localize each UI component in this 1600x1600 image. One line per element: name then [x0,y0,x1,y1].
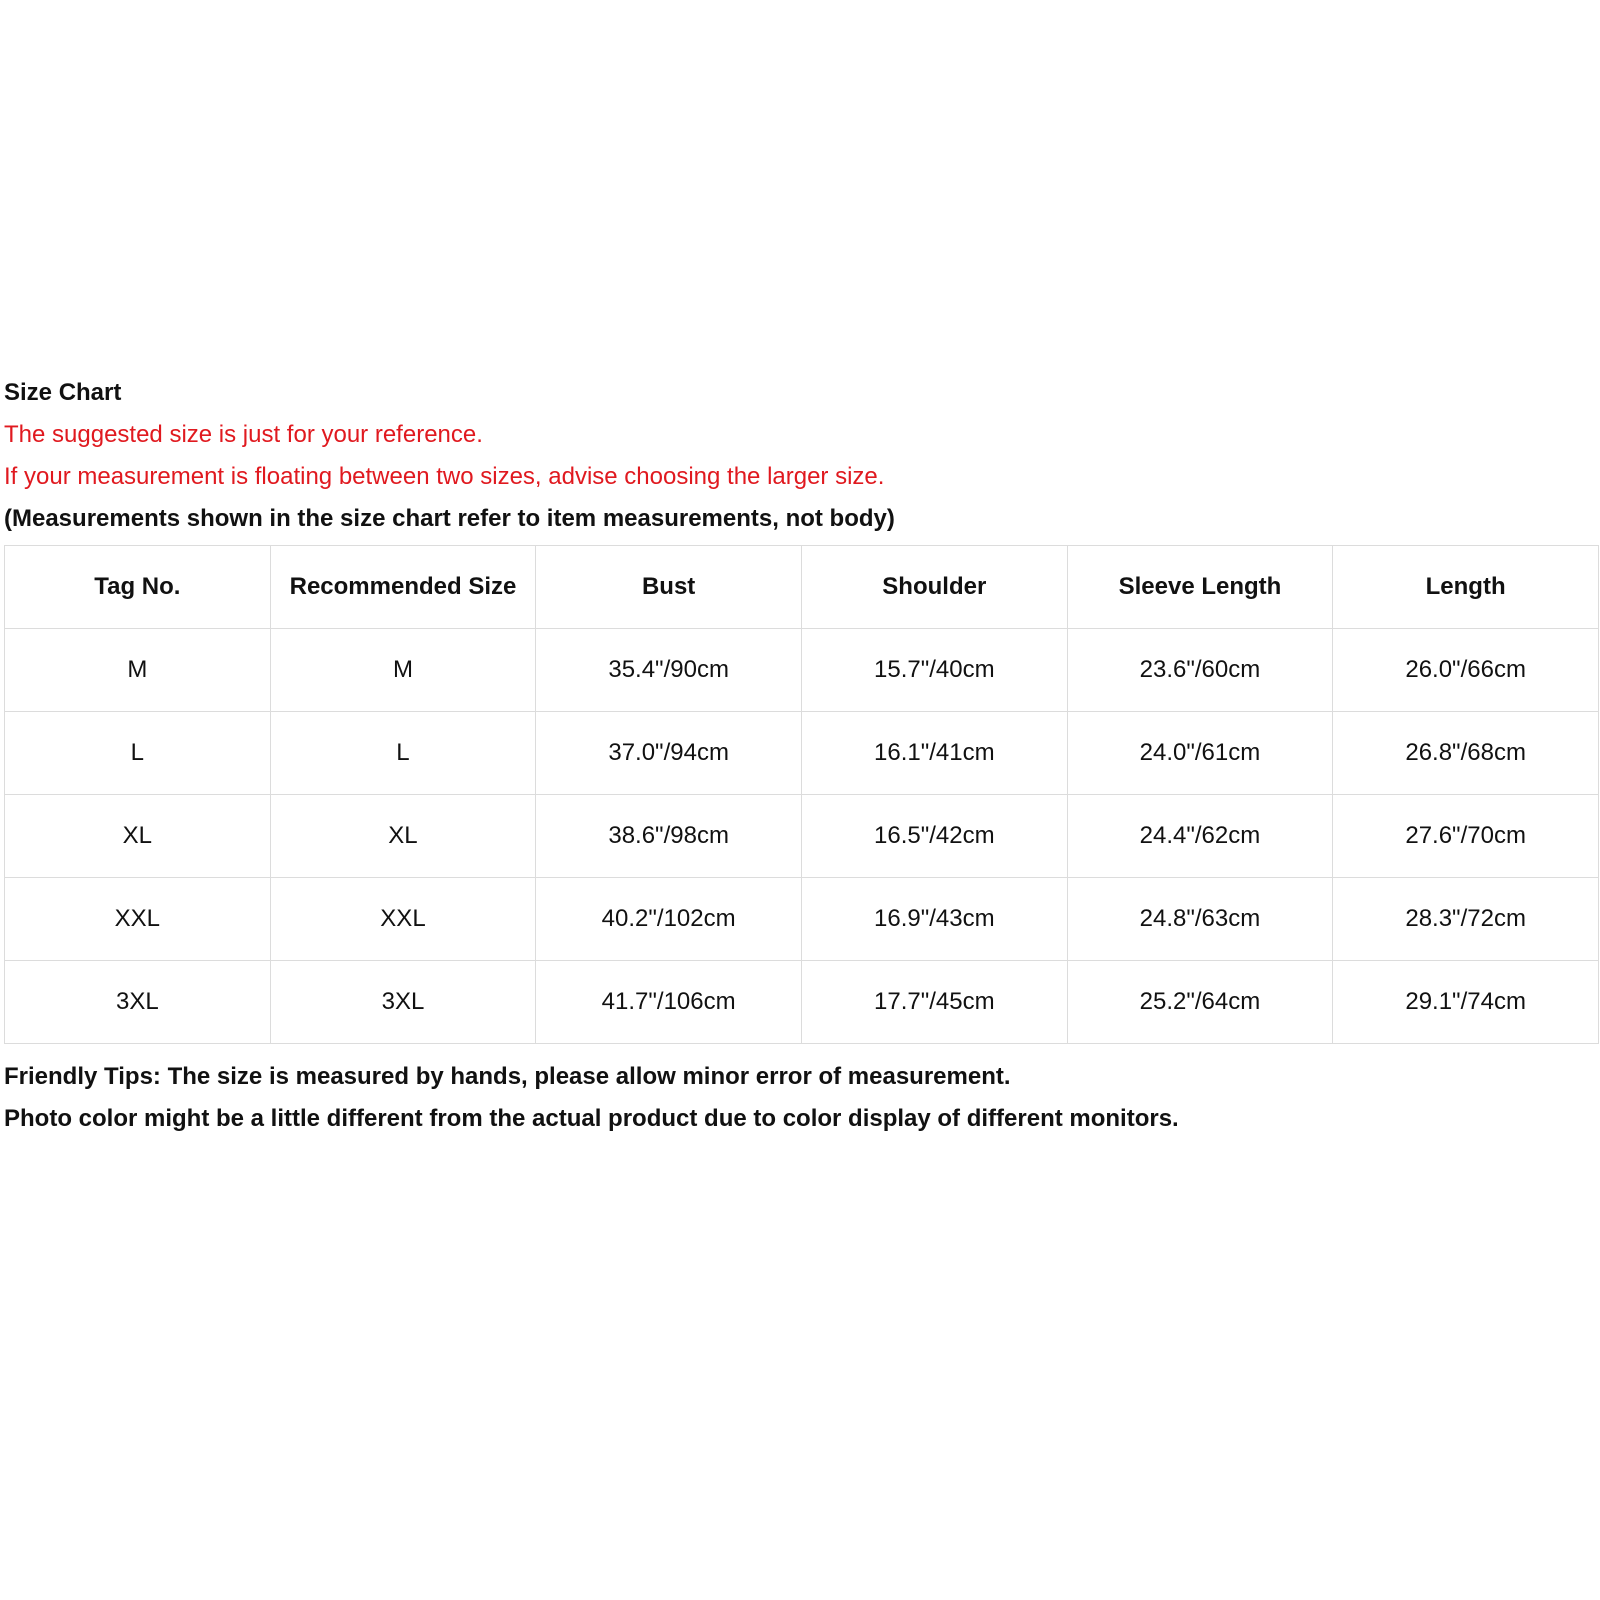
table-row [5,712,1599,795]
table-row [5,878,1599,961]
header-sleeve-length: Sleeve Length [1067,546,1333,629]
header-bust: Bust [536,546,802,629]
cell-shoulder: 17.7"/45cm [801,961,1067,1044]
friendly-tips [4,1056,1600,1140]
tip-photo-color: Photo color might be a little different from the actual product due to color display of different monitors. [4,1105,1179,1132]
cell-sleeve-length: 24.0"/61cm [1067,712,1333,795]
cell-recommended-size: M [270,629,536,712]
cell-tag-no: 3XL [5,961,271,1044]
cell-bust: 41.7"/106cm [536,961,802,1044]
cell-sleeve-length: 23.6"/60cm [1067,629,1333,712]
cell-length: 29.1"/74cm [1333,961,1599,1044]
cell-sleeve-length: 24.8"/63cm [1067,878,1333,961]
cell-shoulder: 15.7"/40cm [801,629,1067,712]
cell-sleeve-length: 24.4"/62cm [1067,795,1333,878]
cell-bust: 38.6"/98cm [536,795,802,878]
table-row [5,629,1599,712]
size-chart-section [4,372,1600,1140]
cell-shoulder: 16.9"/43cm [801,878,1067,961]
size-chart-title: Size Chart [4,379,122,406]
table-row [5,795,1599,878]
cell-recommended-size: L [270,712,536,795]
cell-sleeve-length: 25.2"/64cm [1067,961,1333,1044]
cell-bust: 35.4"/90cm [536,629,802,712]
cell-tag-no: L [5,712,271,795]
cell-tag-no: M [5,629,271,712]
larger-size-advice: If your measurement is floating between two sizes, advise choosing the larger size. [4,463,885,490]
header-recommended-size: Recommended Size [270,546,536,629]
table-header-row [5,546,1599,629]
measurement-disclaimer: (Measurements shown in the size chart refer to item measurements, not body) [4,505,895,532]
tip-measurement-error: Friendly Tips: The size is measured by hands, please allow minor error of measurement. [4,1063,1011,1090]
size-table [4,545,1599,1044]
cell-shoulder: 16.1"/41cm [801,712,1067,795]
reference-note: The suggested size is just for your reference. [4,421,483,448]
cell-length: 26.8"/68cm [1333,712,1599,795]
header-shoulder: Shoulder [801,546,1067,629]
cell-bust: 40.2"/102cm [536,878,802,961]
cell-length: 27.6"/70cm [1333,795,1599,878]
cell-shoulder: 16.5"/42cm [801,795,1067,878]
cell-tag-no: XXL [5,878,271,961]
header-length: Length [1333,546,1599,629]
cell-bust: 37.0"/94cm [536,712,802,795]
cell-recommended-size: XL [270,795,536,878]
cell-length: 28.3"/72cm [1333,878,1599,961]
table-row [5,961,1599,1044]
cell-recommended-size: 3XL [270,961,536,1044]
cell-tag-no: XL [5,795,271,878]
cell-length: 26.0"/66cm [1333,629,1599,712]
cell-recommended-size: XXL [270,878,536,961]
header-tag-no: Tag No. [5,546,271,629]
